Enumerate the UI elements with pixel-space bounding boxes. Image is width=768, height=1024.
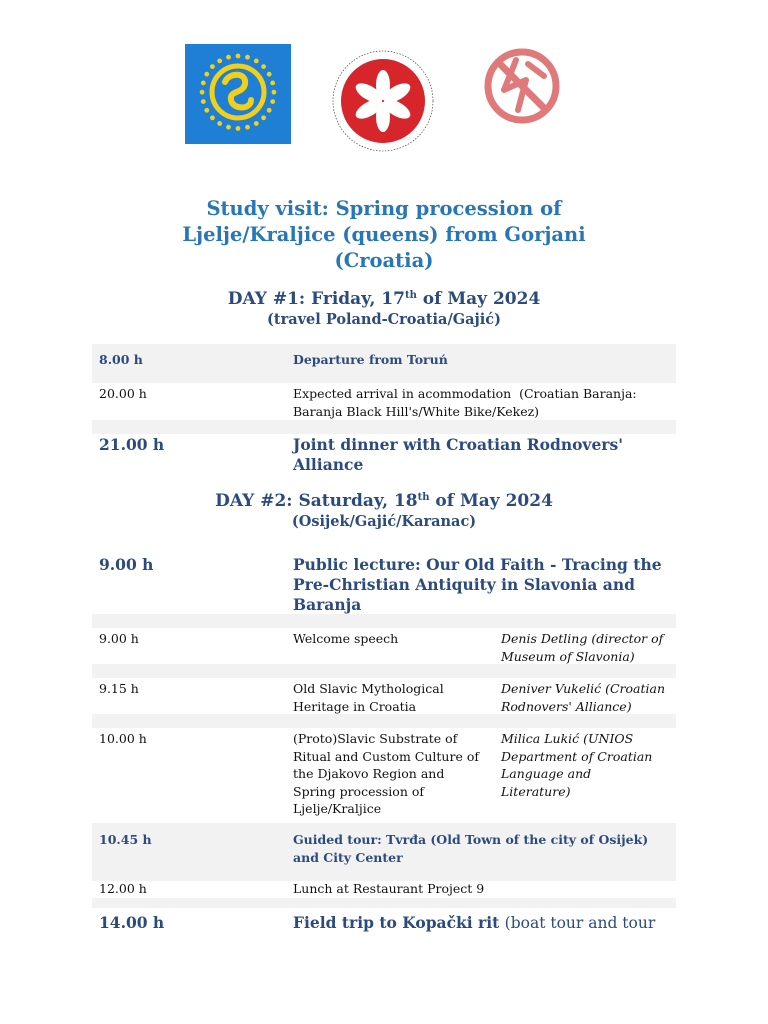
day1-subtitle: (travel Poland-Croatia/Gajić) xyxy=(267,311,501,328)
document-title xyxy=(0,196,768,274)
row-description: Lunch at Restaurant Project 9 xyxy=(293,881,485,896)
row-description: Field trip to Kopački rit (boat tour and tour xyxy=(293,913,656,932)
row-spacer xyxy=(92,614,676,628)
blue-triskelion-logo xyxy=(185,44,291,144)
red-circle-symbol-logo xyxy=(470,46,574,150)
row-time: 9.00 h xyxy=(99,631,139,646)
row-time: 9.00 h xyxy=(99,555,154,574)
row-spacer xyxy=(92,867,676,881)
logo-row xyxy=(0,44,768,144)
row-speaker: Milica Lukić (UNIOS Department of Croatian Language and Literature) xyxy=(501,731,653,799)
rodnovers-alliance-logo xyxy=(328,46,438,156)
row-speaker: Denis Detling (director of Museum of Slavonia) xyxy=(501,631,664,664)
row-time: 14.00 h xyxy=(99,913,165,932)
row-time: 12.00 h xyxy=(99,881,147,896)
row-description: Welcome speech xyxy=(293,631,399,646)
day2-heading: DAY #2: Saturday, 18th of May 2024 xyxy=(215,491,553,511)
row-time: 21.00 h xyxy=(99,435,165,454)
row-time: 20.00 h xyxy=(99,386,147,401)
row-description: Expected arrival in acommodation (Croatian Baranja: Baranja Black Hill's/White Bike/Kekez) xyxy=(293,386,637,419)
row-time: 8.00 h xyxy=(99,352,143,367)
row-description: Old Slavic Mythological Heritage in Croatia xyxy=(293,681,444,714)
row-spacer xyxy=(92,420,676,434)
row-speaker: Deniver Vukelić (Croatian Rodnovers' Alliance) xyxy=(501,681,666,714)
row-spacer xyxy=(92,664,676,678)
lightning-circle-icon xyxy=(470,46,574,150)
row-spacer xyxy=(92,714,676,728)
day2-subtitle: (Osijek/Gajić/Karanac) xyxy=(291,513,477,530)
title-line: Ljelje/Kraljice (queens) from Gorjani xyxy=(182,223,586,246)
row-spacer xyxy=(92,898,676,908)
row-description: Public lecture: Our Old Faith - Tracing the Pre-Christian Antiquity in Slavonia and Baranja xyxy=(293,555,662,614)
row-description: (Proto)Slavic Substrate of Ritual and Custom Culture of the Djakovo Region and Spring procession of Ljelje/Kraljice xyxy=(293,731,479,816)
row-description: Departure from Toruń xyxy=(293,352,448,367)
row-time: 9.15 h xyxy=(99,681,139,696)
row-time: 10.45 h xyxy=(99,832,152,847)
row-description: Guided tour: Tvrđa (Old Town of the city of Osijek) and City Center xyxy=(293,832,649,865)
row-description: Joint dinner with Croatian Rodnovers' Alliance xyxy=(293,435,623,474)
title-line: (Croatia) xyxy=(334,249,434,272)
sun-wheel-icon xyxy=(328,46,438,156)
row-time: 10.00 h xyxy=(99,731,147,746)
title-line: Study visit: Spring procession of xyxy=(206,197,562,220)
row-spacer xyxy=(92,369,676,383)
day1-heading: DAY #1: Friday, 17th of May 2024 xyxy=(227,289,541,309)
triskelion-icon xyxy=(185,44,291,144)
